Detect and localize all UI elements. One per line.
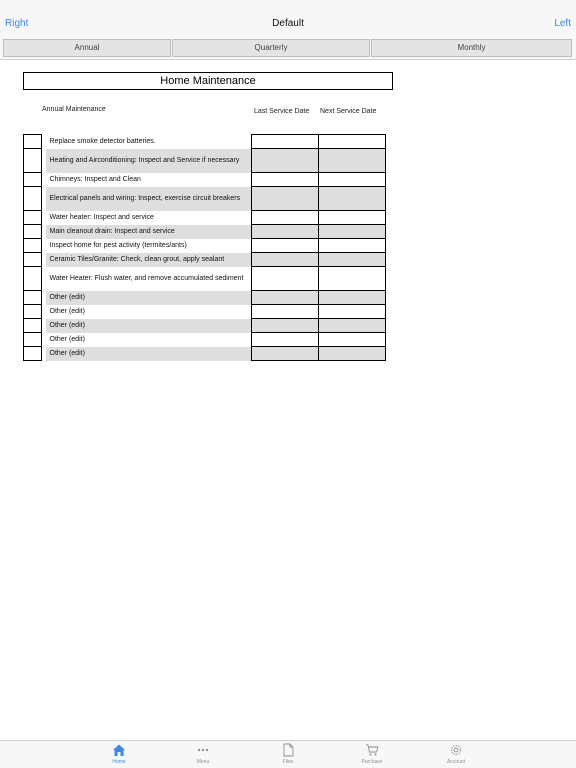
segment-quarterly[interactable]: Quarterly: [172, 39, 370, 57]
table-row: [24, 305, 386, 319]
last-service-date-cell[interactable]: [252, 239, 319, 253]
task-label[interactable]: Other (edit): [46, 319, 252, 333]
table-row: [24, 291, 386, 305]
last-service-date-cell[interactable]: [252, 305, 319, 319]
task-label[interactable]: Electrical panels and wiring: Inspect, exercise circuit breakers: [46, 187, 252, 211]
last-service-date-cell[interactable]: [252, 347, 319, 361]
table-row: [24, 319, 386, 333]
task-checkbox[interactable]: [24, 225, 42, 239]
task-label[interactable]: Chimneys: Inspect and Clean: [49, 176, 141, 183]
next-service-date-cell[interactable]: [319, 225, 386, 239]
next-service-date-cell[interactable]: [319, 239, 386, 253]
next-service-date-cell[interactable]: [319, 319, 386, 333]
next-service-date-cell[interactable]: [319, 347, 386, 361]
task-checkbox[interactable]: [24, 211, 42, 225]
last-service-date-cell[interactable]: [252, 187, 319, 211]
last-service-date-header: Last Service Date: [254, 108, 310, 115]
tab-menu-label: Menu: [196, 759, 210, 765]
cart-icon: [365, 743, 379, 757]
table-row: [24, 187, 386, 211]
last-service-date-cell[interactable]: [252, 173, 319, 187]
task-checkbox[interactable]: [24, 267, 42, 291]
task-label[interactable]: Other (edit): [46, 291, 252, 305]
task-label[interactable]: Inspect home for pest activity (termites/ants): [49, 242, 187, 249]
task-checkbox[interactable]: [24, 291, 42, 305]
next-service-date-cell[interactable]: [319, 149, 386, 173]
task-checkbox[interactable]: [24, 187, 42, 211]
task-label[interactable]: Replace smoke detector batteries.: [49, 138, 156, 145]
next-service-date-cell[interactable]: [319, 291, 386, 305]
last-service-date-cell[interactable]: [252, 225, 319, 239]
home-icon: [112, 743, 126, 757]
task-label[interactable]: Water Heater: Flush water, and remove accumulated sediment: [49, 275, 244, 282]
task-checkbox[interactable]: [24, 305, 42, 319]
tab-bar: [0, 740, 576, 768]
table-row: [24, 149, 386, 173]
tab-purchase[interactable]: [342, 743, 402, 768]
task-checkbox[interactable]: [24, 239, 42, 253]
task-label[interactable]: Other (edit): [46, 347, 252, 361]
more-icon: [196, 743, 210, 757]
last-service-date-cell[interactable]: [252, 319, 319, 333]
next-service-date-cell[interactable]: [319, 211, 386, 225]
last-service-date-cell[interactable]: [252, 135, 319, 149]
task-checkbox[interactable]: [24, 319, 42, 333]
next-service-date-cell[interactable]: [319, 135, 386, 149]
tab-purchase-label: Purchase: [361, 759, 383, 765]
maintenance-table: [23, 134, 386, 361]
nav-left-button[interactable]: Left: [554, 18, 571, 29]
task-label[interactable]: Main cleanout drain: Inspect and service: [46, 225, 252, 239]
table-row: [24, 239, 386, 253]
table-row: [24, 253, 386, 267]
tab-files-label: Files: [282, 759, 294, 765]
task-checkbox[interactable]: [24, 135, 42, 149]
segment-annual[interactable]: Annual: [3, 39, 171, 57]
table-row: [24, 225, 386, 239]
tab-account-label: Account: [446, 759, 466, 765]
table-row: [24, 347, 386, 361]
task-label[interactable]: Other (edit): [49, 308, 85, 315]
tab-home[interactable]: [89, 743, 149, 768]
last-service-date-cell[interactable]: [252, 291, 319, 305]
task-label[interactable]: Heating and Airconditioning: Inspect and Service if necessary: [46, 149, 252, 173]
file-icon: [281, 743, 295, 757]
task-checkbox[interactable]: [24, 333, 42, 347]
navigation-bar: [0, 0, 576, 38]
table-row: [24, 333, 386, 347]
document-title: Home Maintenance: [23, 72, 393, 90]
nav-right-button[interactable]: Right: [5, 18, 29, 29]
task-label[interactable]: Other (edit): [49, 336, 85, 343]
tab-home-label: Home: [112, 759, 126, 765]
last-service-date-cell[interactable]: [252, 211, 319, 225]
next-service-date-cell[interactable]: [319, 305, 386, 319]
next-service-date-cell[interactable]: [319, 253, 386, 267]
task-checkbox[interactable]: [24, 347, 42, 361]
next-service-date-cell[interactable]: [319, 267, 386, 291]
section-label: Annual Maintenance: [42, 106, 106, 113]
next-service-date-header: Next Service Date: [320, 108, 377, 115]
table-row: [24, 211, 386, 225]
task-checkbox[interactable]: [24, 173, 42, 187]
table-row: [24, 135, 386, 149]
task-label[interactable]: Water heater: Inspect and service: [49, 214, 154, 221]
next-service-date-cell[interactable]: [319, 173, 386, 187]
table-row: [24, 173, 386, 187]
last-service-date-cell[interactable]: [252, 333, 319, 347]
segmented-control: [0, 38, 576, 60]
tab-menu[interactable]: [173, 743, 233, 768]
last-service-date-cell[interactable]: [252, 253, 319, 267]
gear-icon: [449, 743, 463, 757]
task-checkbox[interactable]: [24, 253, 42, 267]
segment-monthly[interactable]: Monthly: [371, 39, 572, 57]
task-checkbox[interactable]: [24, 149, 42, 173]
next-service-date-cell[interactable]: [319, 187, 386, 211]
task-label[interactable]: Ceramic Tiles/Granite: Check, clean grout, apply sealant: [46, 253, 252, 267]
table-row: [24, 267, 386, 291]
last-service-date-cell[interactable]: [252, 149, 319, 173]
next-service-date-cell[interactable]: [319, 333, 386, 347]
last-service-date-cell[interactable]: [252, 267, 319, 291]
nav-title: Default: [272, 18, 304, 29]
tab-account[interactable]: [426, 743, 486, 768]
tab-files[interactable]: [258, 743, 318, 768]
